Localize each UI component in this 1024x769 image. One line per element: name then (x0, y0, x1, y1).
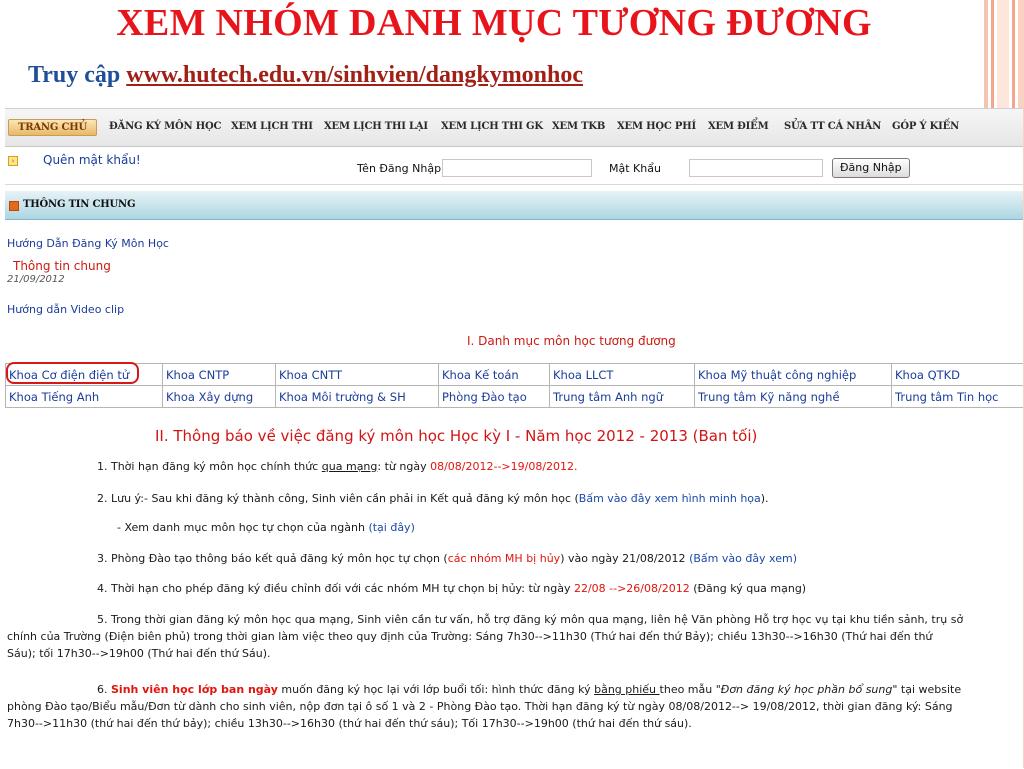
password-label: Mật Khẩu (609, 162, 661, 175)
table-row (6, 386, 1024, 408)
dept-link[interactable]: Khoa LLCT (550, 364, 695, 386)
notice-highlight: Sinh viên học lớp ban ngày (111, 683, 278, 696)
dept-link[interactable]: Trung tâm Tin học (892, 386, 1024, 408)
forgot-password-link[interactable]: Quên mật khẩu! (43, 153, 141, 167)
department-table (5, 363, 1023, 408)
registration-guide-link[interactable]: Hướng Dẫn Đăng Ký Môn Học (7, 237, 169, 250)
dept-link[interactable]: Khoa Mỹ thuật công nghiệp (695, 364, 892, 386)
dept-link[interactable]: Khoa QTKD (892, 364, 1024, 386)
embedded-webpage (5, 108, 1023, 769)
nav-tuition[interactable]: XEM HỌC PHÍ (617, 121, 696, 132)
notice-date: 22/08 -->26/08/2012 (573, 582, 690, 595)
dept-link[interactable]: Khoa Xây dựng (163, 386, 276, 408)
dept-link[interactable]: Phòng Đào tạo (439, 386, 550, 408)
login-button[interactable]: Đăng Nhập (832, 158, 910, 178)
notice-text: ). (760, 492, 769, 505)
notice-line: chính của Trường (Điện biên phủ) trong thời gian làm việc theo quy định của Trường: Sáng 7h30-->11h30 (Thứ hai đến thứ Bảy); chiều 13h30-->16h30 (Thứ hai đến thứ (7, 630, 933, 643)
notice-text: 1. Thời hạn đăng ký môn học chính thức (97, 460, 322, 473)
highlight-circle-annotation (6, 362, 139, 384)
notice-item-5 (7, 611, 1023, 662)
password-input[interactable] (689, 159, 823, 177)
notice-text: muốn đăng ký học lại với lớp buổi tối: hình thức đăng ký (277, 683, 595, 696)
notice-line: phòng Đào tạo/Biểu mẫu/Đơn từ dành cho sinh viên, nộp đơn tại ô số 1 và 2 - Phòng Đào tạo. Thời hạn đăng ký từ ngày 08/08/2012--> 19/08/2012, thời gian đăng ký: Sáng (7, 700, 953, 713)
notice-item-4 (97, 580, 806, 597)
notice-text: qua mạng (321, 460, 378, 473)
video-guide-link[interactable]: Hướng dẫn Video clip (7, 303, 125, 316)
notice-text: (Đăng ký qua mạng) (689, 582, 807, 595)
notice-item-1 (97, 458, 578, 475)
general-info-link[interactable]: Thông tin chung (13, 259, 111, 273)
notice-form-name: Đơn đăng ký học phần bổ sung (720, 683, 893, 696)
slide-title: XEM NHÓM DANH MỤC TƯƠNG ĐƯƠNG (116, 2, 872, 44)
nav-exam-schedule[interactable]: XEM LỊCH THI (231, 121, 313, 132)
arrow-bullet-icon: › (8, 156, 18, 166)
view-results-link[interactable]: (Bấm vào đây xem) (689, 552, 798, 565)
top-navigation-bar (5, 109, 1023, 147)
section-bullet-icon (9, 201, 19, 211)
notice-text: bằng phiếu (594, 683, 660, 696)
notice-text: : từ ngày (377, 460, 431, 473)
notice-line: 7h30-->11h30 (thứ hai đến thứ bảy); chiều 13h30-->16h30 (thứ hai đến thứ sáu); Tối 17h30-->19h00 (thứ hai đến thứ sáu). (7, 717, 692, 730)
notice-text: ) vào ngày 21/08/2012 (560, 552, 690, 565)
dept-link[interactable]: Khoa Kế toán (439, 364, 550, 386)
notice-text: 4. Thời hạn cho phép đăng ký điều chỉnh đối với các nhóm MH tự chọn bị hủy: từ ngày (97, 582, 574, 595)
dept-link[interactable]: Trung tâm Kỹ năng nghề (695, 386, 892, 408)
dept-link[interactable]: Trung tâm Anh ngữ (550, 386, 695, 408)
dept-link[interactable]: Khoa Môi trường & SH (276, 386, 439, 408)
login-bar (5, 147, 1023, 185)
notice-text: 2. Lưu ý:- Sau khi đăng ký thành công, Sinh viên cần phải in Kết quả đăng ký môn học ( (97, 492, 579, 505)
nav-edit-profile[interactable]: SỬA TT CÁ NHÂN (784, 121, 882, 132)
notice-date: 08/08/2012-->19/08/2012. (430, 460, 578, 473)
dept-link[interactable]: Khoa Tiếng Anh (6, 386, 163, 408)
subtitle-url-link[interactable]: www.hutech.edu.vn/sinhvien/dangkymonhoc (126, 62, 584, 88)
notice-item-2b (117, 519, 415, 536)
notice-line (7, 681, 1023, 698)
username-label: Tên Đăng Nhập (357, 162, 442, 175)
notice-text: theo mẫu " (659, 683, 721, 696)
notice-text: " tại website (892, 683, 962, 696)
slide-subtitle (28, 60, 583, 90)
username-input[interactable] (442, 159, 592, 177)
notice-text: 6. (97, 683, 111, 696)
general-info-header (5, 191, 1023, 220)
view-illustration-link[interactable]: Bấm vào đây xem hình minh họa (578, 492, 761, 505)
equivalent-courses-heading: I. Danh mục môn học tương đương (467, 334, 676, 348)
table-row (6, 364, 1024, 386)
nav-grades[interactable]: XEM ĐIỂM (708, 121, 769, 132)
nav-register-course[interactable]: ĐĂNG KÝ MÔN HỌC (109, 121, 222, 132)
notice-text: 3. Phòng Đào tạo thông báo kết quả đăng ký môn học tự chọn ( (97, 552, 448, 565)
section-header-title: THÔNG TIN CHUNG (23, 199, 136, 210)
nav-timetable[interactable]: XEM TKB (552, 121, 606, 132)
notice-line: Sáu); tối 17h30-->19h00 (Thứ hai đến thứ Sáu). (7, 647, 271, 660)
nav-midterm-exam-schedule[interactable]: XEM LỊCH THI GK (441, 121, 543, 132)
nav-retake-exam-schedule[interactable]: XEM LỊCH THI LẠI (324, 121, 428, 132)
notice-line: 5. Trong thời gian đăng ký môn học qua mạng, Sinh viên cần tư vấn, hỗ trợ đăng ký môn qua mạng, liên hệ Văn phòng Hỗ trợ học vụ tại khu tiền sảnh, trụ sở (97, 613, 964, 626)
elective-list-link[interactable]: (tại đây) (368, 521, 415, 534)
notice-item-2 (97, 490, 769, 507)
cancelled-groups-link[interactable]: các nhóm MH bị hủy (447, 552, 561, 565)
registration-notice-heading: II. Thông báo về việc đăng ký môn học Học kỳ I - Năm học 2012 - 2013 (Ban tối) (155, 427, 758, 445)
dept-link[interactable]: Khoa Cơ điện điện tử (6, 364, 163, 386)
dept-link[interactable]: Khoa CNTT (276, 364, 439, 386)
subtitle-prefix: Truy cập (28, 62, 121, 88)
news-date: 21/09/2012 (7, 274, 65, 285)
nav-feedback[interactable]: GÓP Ý KIẾN (892, 121, 960, 132)
notice-item-6 (7, 681, 1023, 732)
notice-text: - Xem danh mục môn học tự chọn của ngành (117, 521, 369, 534)
nav-home[interactable]: TRANG CHỦ (8, 119, 97, 136)
notice-item-3 (97, 550, 797, 567)
dept-link[interactable]: Khoa CNTP (163, 364, 276, 386)
